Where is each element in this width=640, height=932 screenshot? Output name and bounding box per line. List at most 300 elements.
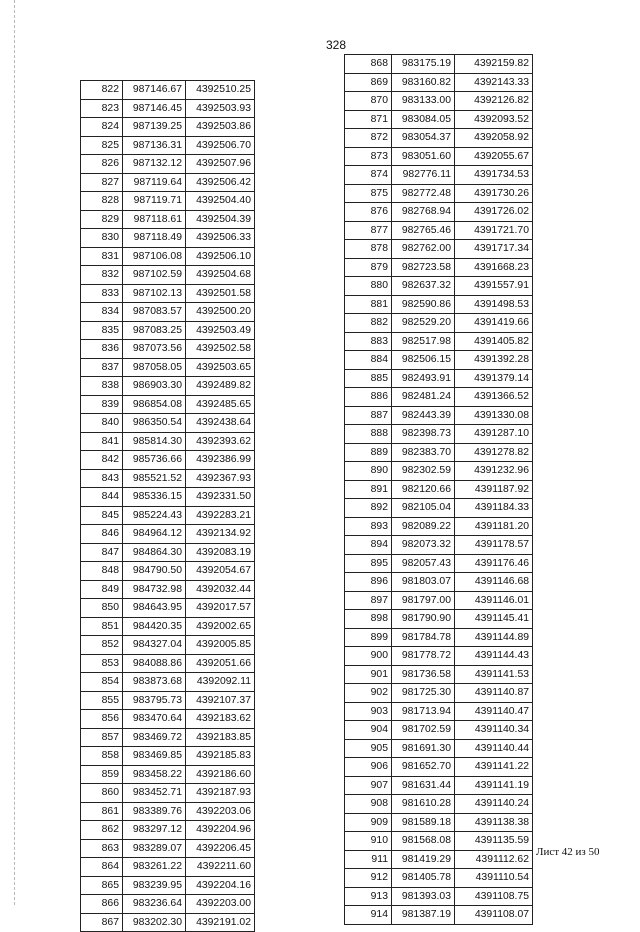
y-coordinate-cell: 4391557.91 — [455, 277, 533, 296]
x-coordinate-cell: 983133.00 — [392, 92, 455, 111]
x-coordinate-cell: 982517.98 — [392, 332, 455, 351]
point-number-cell: 841 — [81, 432, 123, 451]
table-row — [345, 110, 533, 129]
y-coordinate-cell: 4392183.85 — [186, 728, 255, 747]
point-number-cell: 844 — [81, 488, 123, 507]
x-coordinate-cell: 987102.59 — [123, 266, 186, 285]
point-number-cell: 869 — [345, 73, 392, 92]
point-number-cell: 826 — [81, 155, 123, 174]
table-row — [345, 73, 533, 92]
table-row — [345, 369, 533, 388]
table-body-left — [81, 81, 255, 932]
point-number-cell: 906 — [345, 758, 392, 777]
y-coordinate-cell: 4392506.10 — [186, 247, 255, 266]
x-coordinate-cell: 986350.54 — [123, 414, 186, 433]
x-coordinate-cell: 982590.86 — [392, 295, 455, 314]
x-coordinate-cell: 983470.64 — [123, 710, 186, 729]
y-coordinate-cell: 4392055.67 — [455, 147, 533, 166]
table-row — [81, 266, 255, 285]
y-coordinate-cell: 4391419.66 — [455, 314, 533, 333]
x-coordinate-cell: 983389.76 — [123, 802, 186, 821]
point-number-cell: 912 — [345, 869, 392, 888]
x-coordinate-cell: 981778.72 — [392, 647, 455, 666]
table-row — [81, 432, 255, 451]
table-row — [345, 462, 533, 481]
x-coordinate-cell: 981393.03 — [392, 887, 455, 906]
x-coordinate-cell: 981736.58 — [392, 665, 455, 684]
table-row — [345, 758, 533, 777]
point-number-cell: 892 — [345, 499, 392, 518]
y-coordinate-cell: 4391108.75 — [455, 887, 533, 906]
point-number-cell: 836 — [81, 340, 123, 359]
point-number-cell: 864 — [81, 858, 123, 877]
table-row — [345, 166, 533, 185]
point-number-cell: 858 — [81, 747, 123, 766]
table-row — [81, 81, 255, 100]
point-number-cell: 842 — [81, 451, 123, 470]
x-coordinate-cell: 983202.30 — [123, 913, 186, 932]
table-row — [81, 451, 255, 470]
y-coordinate-cell: 4392191.02 — [186, 913, 255, 932]
point-number-cell: 885 — [345, 369, 392, 388]
y-coordinate-cell: 4392186.60 — [186, 765, 255, 784]
point-number-cell: 882 — [345, 314, 392, 333]
point-number-cell: 870 — [345, 92, 392, 111]
y-coordinate-cell: 4392504.68 — [186, 266, 255, 285]
point-number-cell: 840 — [81, 414, 123, 433]
table-row — [81, 765, 255, 784]
y-coordinate-cell: 4392331.50 — [186, 488, 255, 507]
x-coordinate-cell: 987119.64 — [123, 173, 186, 192]
point-number-cell: 851 — [81, 617, 123, 636]
x-coordinate-cell: 983458.22 — [123, 765, 186, 784]
x-coordinate-cell: 982105.04 — [392, 499, 455, 518]
table-row — [345, 203, 533, 222]
table-row — [81, 913, 255, 932]
point-number-cell: 871 — [345, 110, 392, 129]
table-row — [345, 129, 533, 148]
point-number-cell: 839 — [81, 395, 123, 414]
x-coordinate-cell: 983795.73 — [123, 691, 186, 710]
y-coordinate-cell: 4392506.33 — [186, 229, 255, 248]
y-coordinate-cell: 4391379.14 — [455, 369, 533, 388]
table-row — [81, 173, 255, 192]
y-coordinate-cell: 4391232.96 — [455, 462, 533, 481]
y-coordinate-cell: 4392126.82 — [455, 92, 533, 111]
x-coordinate-cell: 985521.52 — [123, 469, 186, 488]
point-number-cell: 901 — [345, 665, 392, 684]
point-number-cell: 890 — [345, 462, 392, 481]
y-coordinate-cell: 4392159.82 — [455, 55, 533, 74]
y-coordinate-cell: 4392500.20 — [186, 303, 255, 322]
y-coordinate-cell: 4391135.59 — [455, 832, 533, 851]
x-coordinate-cell: 982762.00 — [392, 240, 455, 259]
y-coordinate-cell: 4391330.08 — [455, 406, 533, 425]
table-row — [345, 573, 533, 592]
point-number-cell: 889 — [345, 443, 392, 462]
table-row — [345, 499, 533, 518]
x-coordinate-cell: 982723.58 — [392, 258, 455, 277]
table-row — [81, 858, 255, 877]
point-number-cell: 902 — [345, 684, 392, 703]
point-number-cell: 899 — [345, 628, 392, 647]
y-coordinate-cell: 4391498.53 — [455, 295, 533, 314]
y-coordinate-cell: 4392367.93 — [186, 469, 255, 488]
y-coordinate-cell: 4391141.53 — [455, 665, 533, 684]
x-coordinate-cell: 984420.35 — [123, 617, 186, 636]
point-number-cell: 827 — [81, 173, 123, 192]
table-row — [81, 192, 255, 211]
x-coordinate-cell: 982776.11 — [392, 166, 455, 185]
x-coordinate-cell: 983236.64 — [123, 895, 186, 914]
point-number-cell: 859 — [81, 765, 123, 784]
y-coordinate-cell: 4392504.39 — [186, 210, 255, 229]
y-coordinate-cell: 4392438.64 — [186, 414, 255, 433]
table-row — [345, 332, 533, 351]
point-number-cell: 824 — [81, 118, 123, 137]
point-number-cell: 894 — [345, 536, 392, 555]
table-row — [81, 377, 255, 396]
x-coordinate-cell: 981725.30 — [392, 684, 455, 703]
table-row — [81, 599, 255, 618]
point-number-cell: 910 — [345, 832, 392, 851]
x-coordinate-cell: 987139.25 — [123, 118, 186, 137]
point-number-cell: 905 — [345, 739, 392, 758]
table-row — [81, 358, 255, 377]
y-coordinate-cell: 4392185.83 — [186, 747, 255, 766]
x-coordinate-cell: 983054.37 — [392, 129, 455, 148]
table-row — [81, 580, 255, 599]
point-number-cell: 914 — [345, 906, 392, 925]
x-coordinate-cell: 983289.07 — [123, 839, 186, 858]
point-number-cell: 825 — [81, 136, 123, 155]
table-row — [345, 813, 533, 832]
point-number-cell: 884 — [345, 351, 392, 370]
y-coordinate-cell: 4391146.68 — [455, 573, 533, 592]
table-row — [81, 895, 255, 914]
page-number: 328 — [326, 38, 347, 52]
x-coordinate-cell: 983051.60 — [392, 147, 455, 166]
y-coordinate-cell: 4392489.82 — [186, 377, 255, 396]
point-number-cell: 845 — [81, 506, 123, 525]
point-number-cell: 904 — [345, 721, 392, 740]
point-number-cell: 849 — [81, 580, 123, 599]
table-row — [345, 406, 533, 425]
y-coordinate-cell: 4391721.70 — [455, 221, 533, 240]
y-coordinate-cell: 4391184.33 — [455, 499, 533, 518]
point-number-cell: 875 — [345, 184, 392, 203]
table-row — [81, 488, 255, 507]
y-coordinate-cell: 4391717.34 — [455, 240, 533, 259]
point-number-cell: 852 — [81, 636, 123, 655]
point-number-cell: 855 — [81, 691, 123, 710]
x-coordinate-cell: 982772.48 — [392, 184, 455, 203]
point-number-cell: 865 — [81, 876, 123, 895]
y-coordinate-cell: 4392143.33 — [455, 73, 533, 92]
x-coordinate-cell: 983469.85 — [123, 747, 186, 766]
y-coordinate-cell: 4391140.34 — [455, 721, 533, 740]
table-row — [81, 284, 255, 303]
table-row — [345, 388, 533, 407]
table-row — [345, 536, 533, 555]
x-coordinate-cell: 981803.07 — [392, 573, 455, 592]
x-coordinate-cell: 982089.22 — [392, 517, 455, 536]
x-coordinate-cell: 983261.22 — [123, 858, 186, 877]
point-number-cell: 908 — [345, 795, 392, 814]
x-coordinate-cell: 983084.05 — [392, 110, 455, 129]
point-number-cell: 863 — [81, 839, 123, 858]
x-coordinate-cell: 987083.25 — [123, 321, 186, 340]
table-row — [345, 776, 533, 795]
x-coordinate-cell: 982302.59 — [392, 462, 455, 481]
y-coordinate-cell: 4391668.23 — [455, 258, 533, 277]
y-coordinate-cell: 4392485.65 — [186, 395, 255, 414]
table-row — [345, 721, 533, 740]
table-row — [81, 562, 255, 581]
y-coordinate-cell: 4392203.06 — [186, 802, 255, 821]
table-row — [345, 665, 533, 684]
y-coordinate-cell: 4392506.42 — [186, 173, 255, 192]
table-row — [345, 92, 533, 111]
table-row — [81, 303, 255, 322]
table-row — [81, 229, 255, 248]
y-coordinate-cell: 4392386.99 — [186, 451, 255, 470]
x-coordinate-cell: 982443.39 — [392, 406, 455, 425]
x-coordinate-cell: 987073.56 — [123, 340, 186, 359]
point-number-cell: 823 — [81, 99, 123, 118]
x-coordinate-cell: 987119.71 — [123, 192, 186, 211]
table-row — [345, 240, 533, 259]
y-coordinate-cell: 4392503.65 — [186, 358, 255, 377]
table-row — [81, 525, 255, 544]
table-row — [81, 617, 255, 636]
table-row — [345, 314, 533, 333]
table-row — [81, 673, 255, 692]
point-number-cell: 900 — [345, 647, 392, 666]
point-number-cell: 874 — [345, 166, 392, 185]
table-row — [345, 295, 533, 314]
y-coordinate-cell: 4391730.26 — [455, 184, 533, 203]
y-coordinate-cell: 4392058.92 — [455, 129, 533, 148]
y-coordinate-cell: 4391140.44 — [455, 739, 533, 758]
y-coordinate-cell: 4392503.93 — [186, 99, 255, 118]
y-coordinate-cell: 4391178.57 — [455, 536, 533, 555]
x-coordinate-cell: 985814.30 — [123, 432, 186, 451]
point-number-cell: 822 — [81, 81, 123, 100]
point-number-cell: 867 — [81, 913, 123, 932]
table-row — [81, 691, 255, 710]
y-coordinate-cell: 4392183.62 — [186, 710, 255, 729]
x-coordinate-cell: 985736.66 — [123, 451, 186, 470]
y-coordinate-cell: 4392203.00 — [186, 895, 255, 914]
point-number-cell: 878 — [345, 240, 392, 259]
table-row — [345, 906, 533, 925]
y-coordinate-cell: 4392051.66 — [186, 654, 255, 673]
table-row — [81, 118, 255, 137]
y-coordinate-cell: 4391734.53 — [455, 166, 533, 185]
x-coordinate-cell: 981702.59 — [392, 721, 455, 740]
point-number-cell: 868 — [345, 55, 392, 74]
point-number-cell: 843 — [81, 469, 123, 488]
table-row — [81, 395, 255, 414]
point-number-cell: 837 — [81, 358, 123, 377]
point-number-cell: 828 — [81, 192, 123, 211]
x-coordinate-cell: 984088.86 — [123, 654, 186, 673]
table-row — [345, 147, 533, 166]
y-coordinate-cell: 4391287.10 — [455, 425, 533, 444]
x-coordinate-cell: 981790.90 — [392, 610, 455, 629]
point-number-cell: 873 — [345, 147, 392, 166]
y-coordinate-cell: 4392502.58 — [186, 340, 255, 359]
y-coordinate-cell: 4391138.38 — [455, 813, 533, 832]
x-coordinate-cell: 987132.12 — [123, 155, 186, 174]
point-number-cell: 903 — [345, 702, 392, 721]
coordinates-table-right — [344, 54, 533, 925]
table-row — [81, 839, 255, 858]
y-coordinate-cell: 4392092.11 — [186, 673, 255, 692]
x-coordinate-cell: 981610.28 — [392, 795, 455, 814]
x-coordinate-cell: 983873.68 — [123, 673, 186, 692]
x-coordinate-cell: 987118.49 — [123, 229, 186, 248]
point-number-cell: 833 — [81, 284, 123, 303]
table-row — [81, 802, 255, 821]
point-number-cell: 876 — [345, 203, 392, 222]
x-coordinate-cell: 982057.43 — [392, 554, 455, 573]
point-number-cell: 829 — [81, 210, 123, 229]
y-coordinate-cell: 4392002.65 — [186, 617, 255, 636]
y-coordinate-cell: 4391366.52 — [455, 388, 533, 407]
table-row — [345, 739, 533, 758]
table-row — [345, 795, 533, 814]
point-number-cell: 834 — [81, 303, 123, 322]
table-row — [345, 258, 533, 277]
y-coordinate-cell: 4391405.82 — [455, 332, 533, 351]
x-coordinate-cell: 982481.24 — [392, 388, 455, 407]
x-coordinate-cell: 982765.46 — [392, 221, 455, 240]
x-coordinate-cell: 982383.70 — [392, 443, 455, 462]
table-row — [81, 340, 255, 359]
table-row — [345, 221, 533, 240]
y-coordinate-cell: 4392134.92 — [186, 525, 255, 544]
point-number-cell: 872 — [345, 129, 392, 148]
x-coordinate-cell: 982637.32 — [392, 277, 455, 296]
x-coordinate-cell: 981784.78 — [392, 628, 455, 647]
point-number-cell: 883 — [345, 332, 392, 351]
table-row — [81, 99, 255, 118]
point-number-cell: 847 — [81, 543, 123, 562]
y-coordinate-cell: 4392393.62 — [186, 432, 255, 451]
y-coordinate-cell: 4392507.96 — [186, 155, 255, 174]
y-coordinate-cell: 4391181.20 — [455, 517, 533, 536]
point-number-cell: 911 — [345, 850, 392, 869]
point-number-cell: 846 — [81, 525, 123, 544]
y-coordinate-cell: 4392506.70 — [186, 136, 255, 155]
x-coordinate-cell: 984643.95 — [123, 599, 186, 618]
point-number-cell: 891 — [345, 480, 392, 499]
x-coordinate-cell: 984790.50 — [123, 562, 186, 581]
x-coordinate-cell: 986854.08 — [123, 395, 186, 414]
y-coordinate-cell: 4392510.25 — [186, 81, 255, 100]
x-coordinate-cell: 982506.15 — [392, 351, 455, 370]
point-number-cell: 880 — [345, 277, 392, 296]
y-coordinate-cell: 4392032.44 — [186, 580, 255, 599]
table-row — [345, 554, 533, 573]
y-coordinate-cell: 4391726.02 — [455, 203, 533, 222]
table-row — [81, 155, 255, 174]
x-coordinate-cell: 981419.29 — [392, 850, 455, 869]
point-number-cell: 897 — [345, 591, 392, 610]
point-number-cell: 898 — [345, 610, 392, 629]
y-coordinate-cell: 4392107.37 — [186, 691, 255, 710]
point-number-cell: 850 — [81, 599, 123, 618]
y-coordinate-cell: 4392283.21 — [186, 506, 255, 525]
point-number-cell: 832 — [81, 266, 123, 285]
point-number-cell: 838 — [81, 377, 123, 396]
x-coordinate-cell: 981631.44 — [392, 776, 455, 795]
x-coordinate-cell: 983239.95 — [123, 876, 186, 895]
x-coordinate-cell: 984964.12 — [123, 525, 186, 544]
x-coordinate-cell: 981652.70 — [392, 758, 455, 777]
y-coordinate-cell: 4392503.49 — [186, 321, 255, 340]
y-coordinate-cell: 4391108.07 — [455, 906, 533, 925]
x-coordinate-cell: 987058.05 — [123, 358, 186, 377]
point-number-cell: 857 — [81, 728, 123, 747]
point-number-cell: 893 — [345, 517, 392, 536]
y-coordinate-cell: 4392206.45 — [186, 839, 255, 858]
y-coordinate-cell: 4391140.47 — [455, 702, 533, 721]
x-coordinate-cell: 982529.20 — [392, 314, 455, 333]
point-number-cell: 848 — [81, 562, 123, 581]
table-row — [81, 710, 255, 729]
table-row — [81, 414, 255, 433]
x-coordinate-cell: 987118.61 — [123, 210, 186, 229]
table-row — [345, 184, 533, 203]
y-coordinate-cell: 4392093.52 — [455, 110, 533, 129]
table-row — [81, 210, 255, 229]
x-coordinate-cell: 982073.32 — [392, 536, 455, 555]
x-coordinate-cell: 981797.00 — [392, 591, 455, 610]
point-number-cell: 881 — [345, 295, 392, 314]
table-row — [345, 702, 533, 721]
x-coordinate-cell: 983297.12 — [123, 821, 186, 840]
table-row — [345, 277, 533, 296]
point-number-cell: 862 — [81, 821, 123, 840]
table-row — [81, 469, 255, 488]
y-coordinate-cell: 4392005.85 — [186, 636, 255, 655]
x-coordinate-cell: 987146.45 — [123, 99, 186, 118]
table-row — [81, 747, 255, 766]
point-number-cell: 856 — [81, 710, 123, 729]
point-number-cell: 895 — [345, 554, 392, 573]
x-coordinate-cell: 982398.73 — [392, 425, 455, 444]
table-row — [345, 647, 533, 666]
table-row — [345, 591, 533, 610]
scan-edge-line — [14, 0, 15, 905]
table-row — [81, 136, 255, 155]
table-row — [81, 821, 255, 840]
table-row — [81, 506, 255, 525]
table-row — [345, 425, 533, 444]
point-number-cell: 866 — [81, 895, 123, 914]
sheet-footer: Лист 42 из 50 — [536, 846, 600, 858]
x-coordinate-cell: 981691.30 — [392, 739, 455, 758]
table-row — [345, 832, 533, 851]
point-number-cell: 830 — [81, 229, 123, 248]
y-coordinate-cell: 4392017.57 — [186, 599, 255, 618]
point-number-cell: 907 — [345, 776, 392, 795]
y-coordinate-cell: 4392501.58 — [186, 284, 255, 303]
y-coordinate-cell: 4391144.89 — [455, 628, 533, 647]
